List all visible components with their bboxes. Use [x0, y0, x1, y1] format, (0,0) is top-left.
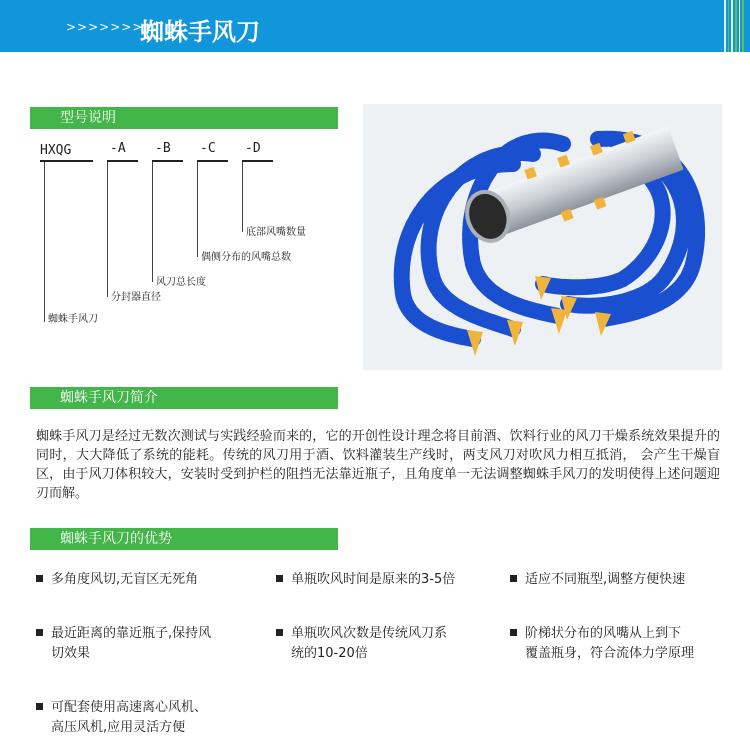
underline-a — [107, 160, 138, 162]
header-stripes — [724, 0, 744, 52]
label-product-name: 蜘蛛手风刀 — [48, 314, 98, 325]
model-code-d: -D — [245, 141, 261, 156]
header-arrows: >>>>>>> — [66, 20, 144, 34]
label-total-length: 风刀总长度 — [156, 277, 206, 288]
model-code-b: -B — [155, 141, 171, 156]
bullet-square — [36, 629, 43, 636]
label-manifold-diameter: 分封器直径 — [111, 292, 161, 303]
leader-a — [107, 162, 108, 297]
advantage-item: 最近距离的靠近瓶子,保持风 切效果 — [36, 624, 211, 664]
leader-c — [197, 162, 198, 257]
bullet-square — [36, 703, 43, 710]
advantage-item: 多角度风切,无盲区无死角 — [36, 570, 198, 590]
model-code-hxqg: HXQG — [40, 143, 72, 158]
model-section-heading: 型号说明 — [30, 107, 338, 129]
page-title: 蜘蛛手风刀 — [140, 18, 260, 46]
intro-paragraph: 蜘蛛手风刀是经过无数次测试与实践经验而来的，它的开创性设计理念将目前酒、饮料行业的风刀干燥系统效果提升的同时，大大降低了系统的能耗。传统的风刀用于酒、饮料灌装生产线时，两支风刀对吹风力相互抵消， 会产生干燥盲区，由于风刀体积较大，安装时受到护栏的阻挡无法靠近瓶子，且角度单一无法调整蜘蛛手风刀的发明使得上述问题迎刃而解。 — [36, 429, 720, 501]
underline-hxqg — [40, 160, 93, 162]
bullet-square — [36, 575, 43, 582]
advantage-item: 单瓶吹风时间是原来的3-5倍 — [276, 570, 455, 590]
product-photo — [363, 104, 722, 370]
underline-c — [197, 160, 228, 162]
bullet-square — [276, 575, 283, 582]
advantage-item: 阶梯状分布的风嘴从上到下 覆盖瓶身，符合流体力学原理 — [510, 624, 694, 664]
bullet-square — [510, 629, 517, 636]
spider-air-knife-image — [363, 104, 722, 370]
page-header — [0, 0, 750, 52]
model-code-a: -A — [110, 141, 126, 156]
label-side-nozzles: 偶侧分布的风嘴总数 — [201, 252, 291, 263]
advantage-item: 适应不同瓶型,调整方便快速 — [510, 570, 685, 590]
underline-b — [152, 160, 183, 162]
label-bottom-nozzles: 底部风嘴数量 — [246, 227, 306, 238]
bullet-square — [276, 629, 283, 636]
leader-d — [242, 162, 243, 232]
advantage-item: 单瓶吹风次数是传统风刀系 统的10-20倍 — [276, 624, 447, 664]
advantage-item: 可配套使用高速离心风机、 高压风机,应用灵活方便 — [36, 698, 207, 738]
leader-b — [152, 162, 153, 282]
model-code-c: -C — [200, 141, 216, 156]
leader-hxqg — [44, 162, 45, 322]
bullet-square — [510, 575, 517, 582]
intro-section-heading: 蜘蛛手风刀简介 — [30, 387, 338, 409]
underline-d — [242, 160, 273, 162]
advantages-section-heading: 蜘蛛手风刀的优势 — [30, 528, 338, 550]
